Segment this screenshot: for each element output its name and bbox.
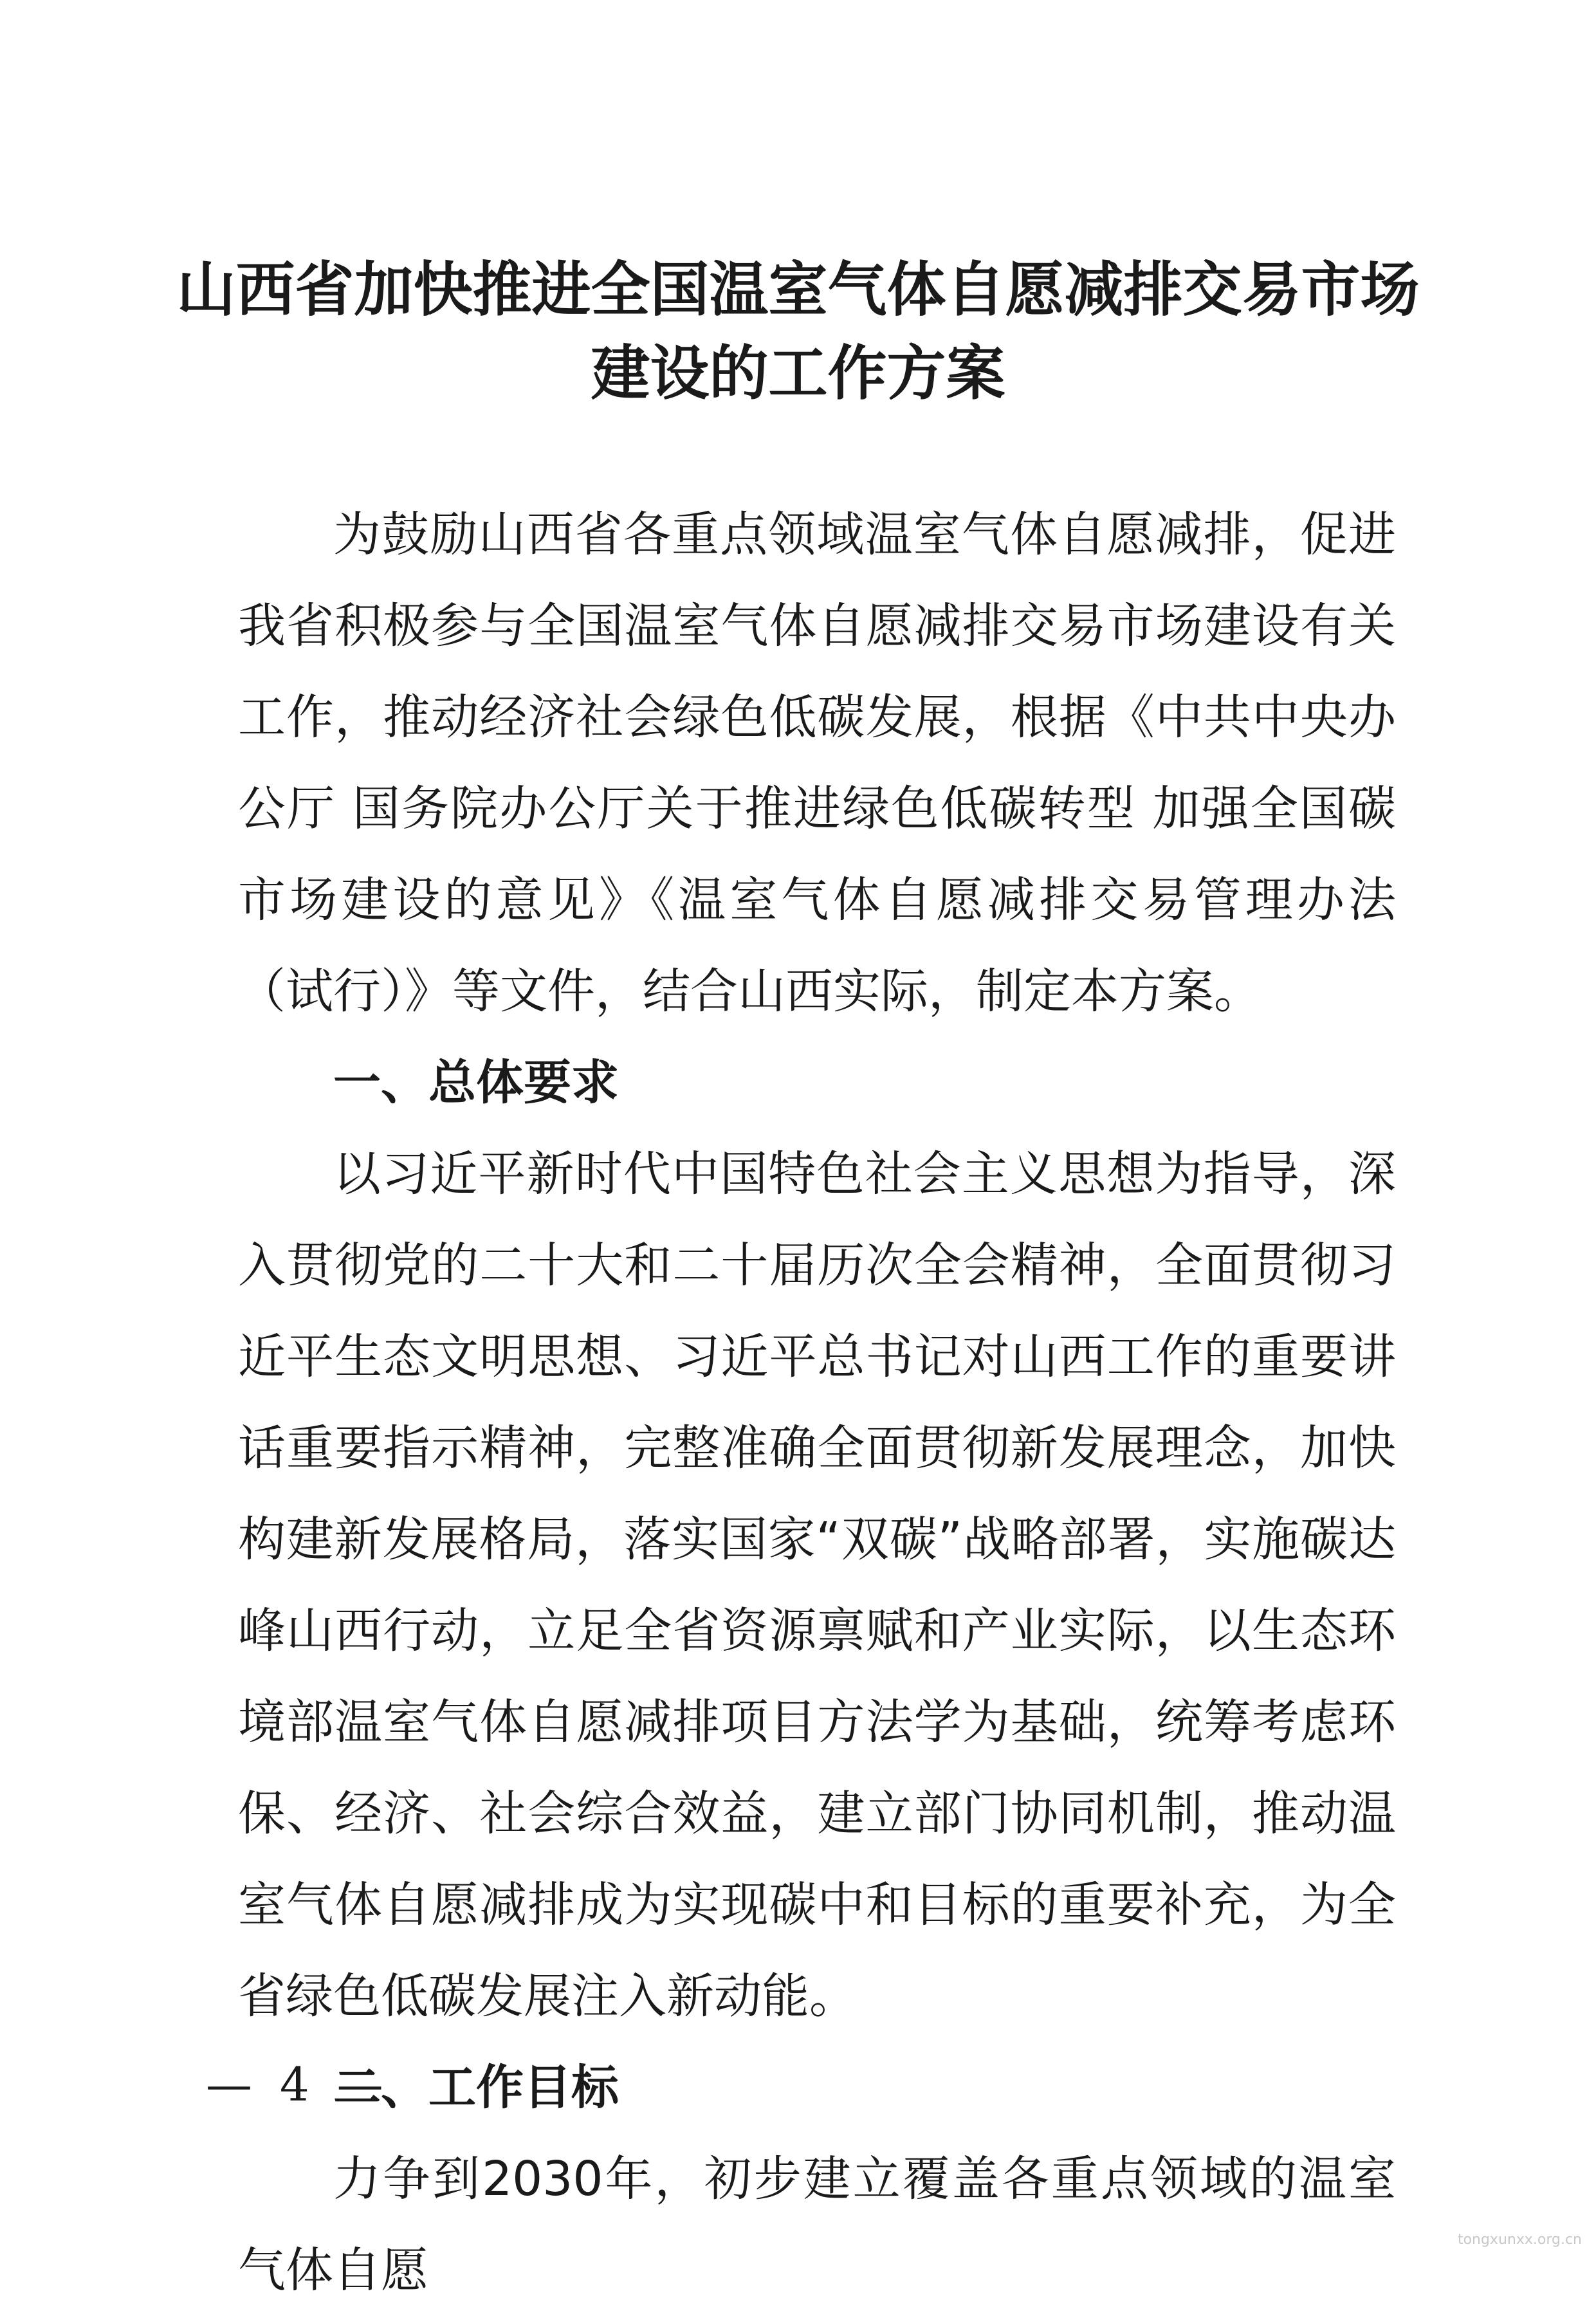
general-requirements-paragraph: 以习近平新时代中国特色社会主义思想为指导，深入贯彻党的二十大和二十届历次全会精神，全面贯彻习近平生态文明思想、习近平总书记对山西工作的重要讲话重要指示精神，完整准确全面贯彻新发展理念，加快构建新发展格局，落实国家“双碳”战略部署，实施碳达峰山西行动，立足全省资源禀赋和产业实际，以生态环境部温室气体自愿减排项目方法学为基础，统筹考虑环保、经济、社会综合效益，建立部门协同机制，推动温室气体自愿减排成为实现碳中和目标的重要补充，为全省绿色低碳发展注入新动能。: [238, 1146, 1396, 2024]
document-title-line-1: 山西省加快推进全国温室气体自愿减排交易市场: [176, 255, 1420, 324]
work-goals-paragraph: 力争到2030年，初步建立覆盖各重点领域的温室气体自愿: [238, 2151, 1396, 2298]
watermark-text: tongxunxx.org.cn: [1457, 2232, 1582, 2248]
intro-paragraph: 为鼓励山西省各重点领域温室气体自愿减排，促进我省积极参与全国温室气体自愿减排交易市场建设有关工作，推动经济社会绿色低碳发展，根据《中共中央办公厅 国务院办公厅关于推进绿色低碳转型 加强全国碳市场建设的意见》《温室气体自愿减排交易管理办法（试行）》等文件，结合山西实际，制定本方案。: [238, 507, 1396, 1019]
section-heading-work-goals: 二、工作目标: [333, 2060, 619, 2115]
section-heading-general-requirements: 一、总体要求: [333, 1055, 619, 1110]
document-body: [238, 489, 1396, 2316]
document-title-line-2: 建设的工作方案: [591, 338, 1005, 408]
page-number: — 4 —: [206, 2057, 390, 2111]
